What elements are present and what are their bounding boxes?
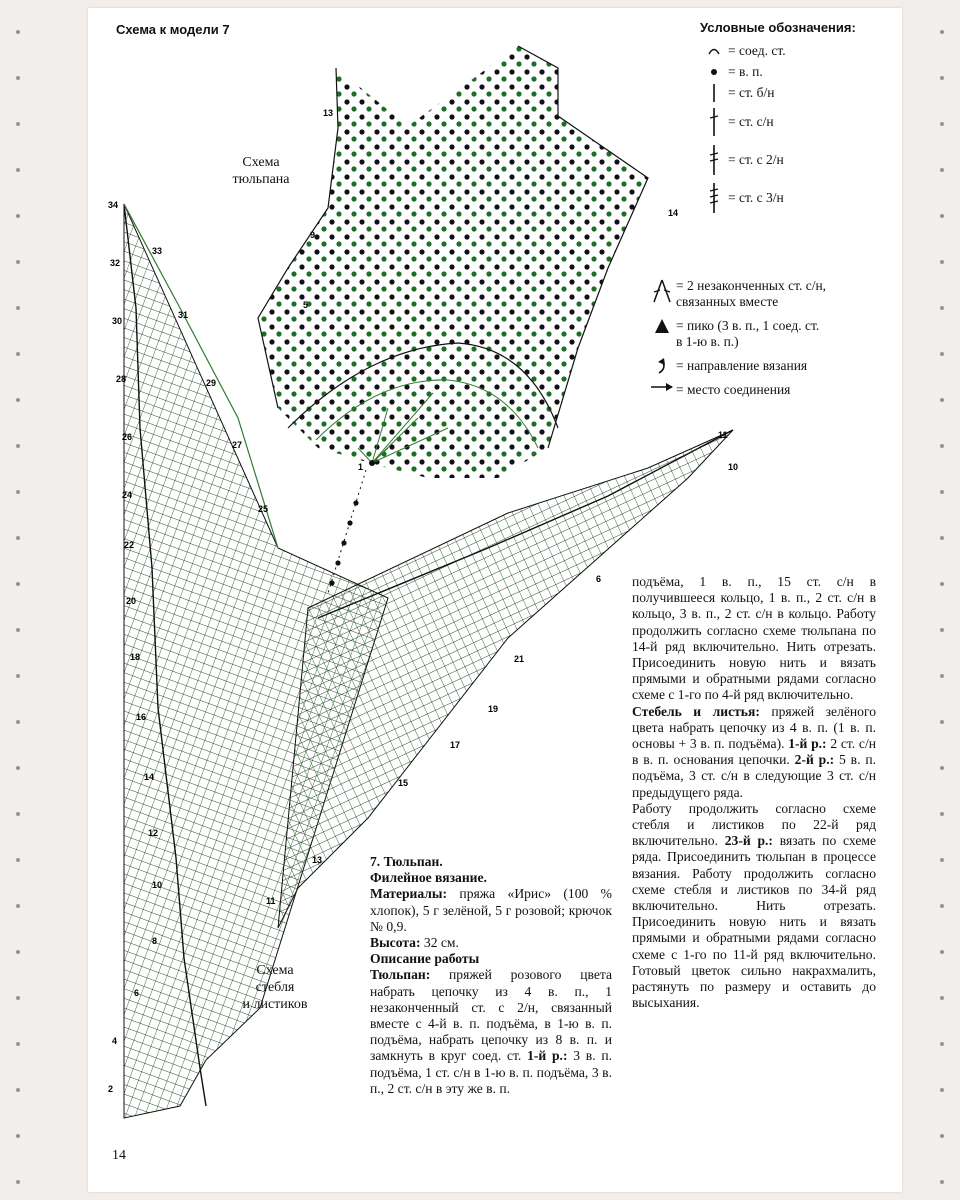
binder-dot <box>16 766 20 770</box>
binder-dot <box>940 720 944 724</box>
row-number: 12 <box>148 828 159 838</box>
row-number: 6 <box>134 988 140 998</box>
section-heading: 7. Тюльпан. <box>370 854 443 869</box>
binder-dot <box>16 30 20 34</box>
binder-dot <box>16 306 20 310</box>
materials-paragraph: Материалы: пряжа «Ирис» (100 % хлопок), 5 г зелёной, 5 г розовой; крючок № 0,9. <box>370 886 612 934</box>
legend-item: = место соединения <box>648 382 898 398</box>
legend-heading: Условные обозначения: <box>700 20 856 35</box>
row-number: 30 <box>112 316 123 326</box>
row-number: 27 <box>232 440 243 450</box>
tulip-continued-paragraph: подъёма, 1 в. п., 15 ст. с/н в получившееся кольцо, 1 в. п., 2 ст. с/н в кольцо, 3 в. п., 2 ст. с/н в кольцо. Работу продолжить согласно схеме тюльпана по 14-й ряд включительно. Нить отрезать. Присоединить новую нить и вязать прямыми и обратными рядами согласно схеме с 1-го по 4-й ряд включительно. <box>632 574 876 703</box>
row-number: 6 <box>596 574 602 584</box>
pattern-text-column-2 <box>632 574 876 1011</box>
binder-dot <box>940 444 944 448</box>
direction-arrow-icon <box>648 358 676 374</box>
row-number: 16 <box>136 712 147 722</box>
binder-dot <box>940 996 944 1000</box>
binder-dot <box>16 536 20 540</box>
binder-dot <box>940 536 944 540</box>
legend-item: = в. п. <box>700 61 900 82</box>
row-number: 33 <box>152 246 163 256</box>
row-number: 29 <box>206 378 217 388</box>
binder-dot <box>16 444 20 448</box>
row-number: 21 <box>514 654 525 664</box>
row-number: 28 <box>116 374 127 384</box>
slip-stitch-icon <box>700 46 728 56</box>
binder-dot <box>16 1134 20 1138</box>
row-number: 18 <box>130 652 141 662</box>
binder-dot <box>16 1042 20 1046</box>
symbol-legend <box>700 20 900 217</box>
binder-dot <box>940 904 944 908</box>
row-number: 8 <box>152 936 158 946</box>
double-treble-icon <box>700 183 728 213</box>
binder-dot <box>940 1088 944 1092</box>
binder-dot <box>16 260 20 264</box>
binder-dot <box>940 812 944 816</box>
join-place-icon <box>648 382 676 392</box>
legend-item: = ст. б/н <box>700 82 900 103</box>
row-number: 14 <box>144 772 155 782</box>
chain-icon <box>700 67 728 77</box>
row-number: 13 <box>323 108 334 118</box>
page-number: 14 <box>112 1148 126 1163</box>
single-crochet-icon <box>700 84 728 102</box>
pattern-text-column-1 <box>370 854 612 1097</box>
row-number: 10 <box>152 880 163 890</box>
binder-dot <box>940 306 944 310</box>
binder-dot <box>940 76 944 80</box>
binder-dot <box>940 674 944 678</box>
binder-dot <box>940 1042 944 1046</box>
binder-dot <box>16 996 20 1000</box>
binder-dot <box>940 260 944 264</box>
legend-item: = соед. ст. <box>700 40 900 61</box>
binder-dot <box>940 122 944 126</box>
binder-dot <box>16 214 20 218</box>
binder-dot <box>940 490 944 494</box>
row-number: 2 <box>108 1084 114 1094</box>
binder-dot <box>16 1088 20 1092</box>
binder-dot <box>16 1180 20 1184</box>
binder-dot <box>940 628 944 632</box>
binder-dot <box>16 858 20 862</box>
binder-dot <box>16 76 20 80</box>
binder-dot <box>16 122 20 126</box>
legend-item: = ст. с 3/н <box>700 179 900 217</box>
row-number: 31 <box>178 310 189 320</box>
legend-item: = ст. с/н <box>700 103 900 141</box>
row-number: 4 <box>112 1036 118 1046</box>
row-number: 19 <box>488 704 499 714</box>
row-number: 9 <box>310 230 316 240</box>
row-number: 22 <box>124 540 135 550</box>
page-title: Схема к модели 7 <box>116 22 230 37</box>
binder-dot <box>940 214 944 218</box>
row-number: 11 <box>266 896 276 906</box>
work-heading: Описание работы <box>370 951 480 967</box>
binder-dot <box>940 766 944 770</box>
row-number: 1 <box>358 462 364 472</box>
row-number: 15 <box>398 778 409 788</box>
legend-item: = 2 незаконченных ст. с/н, связанных вместе <box>648 278 898 310</box>
row-number: 32 <box>110 258 121 268</box>
legend-item: = ст. с 2/н <box>700 141 900 179</box>
binder-dot <box>16 720 20 724</box>
row-number: 10 <box>728 462 739 472</box>
binder-dot <box>16 352 20 356</box>
double-crochet-icon <box>700 108 728 136</box>
row-number: 17 <box>450 740 461 750</box>
height-paragraph: Высота: 32 см. <box>370 935 459 951</box>
legend-item: = направление вязания <box>648 358 898 374</box>
symbol-legend-extra <box>648 278 898 406</box>
document-page <box>88 8 902 1192</box>
binder-dot <box>16 398 20 402</box>
treble-icon <box>700 145 728 175</box>
finishing-paragraph: Работу продолжить согласно схеме стебля и листиков по 22-й ряд включительно. 23-й р.: вязать по схеме ряда. Присоединить тюльпан в процессе вязания. Работу продолжить согласно схеме стебля и листиков по 34-й ряд включительно. Нить отрезать. Присоединить новую нить и вязать прямыми и обратными рядами согласно схеме с 1-го по 11-й ряд включительно. Готовый цветок сильно накрахмалить, растянуть по размеру и оставить до высыхания. <box>632 800 876 1011</box>
binder-dot <box>940 858 944 862</box>
section-subheading: Филейное вязание. <box>370 870 487 886</box>
binder-dot <box>16 628 20 632</box>
binder-dot <box>940 1134 944 1138</box>
binder-dot <box>940 1180 944 1184</box>
binder-dot <box>940 398 944 402</box>
stem-caption: Схема стебля и листиков <box>242 963 308 1012</box>
binder-dot <box>16 168 20 172</box>
legend-item: = пико (3 в. п., 1 соед. ст. в 1-ю в. п.) <box>648 318 898 350</box>
binder-dot <box>16 950 20 954</box>
row-number: 13 <box>312 855 323 865</box>
row-number: 5 <box>303 300 309 310</box>
tulip-paragraph: Тюльпан: пряжей розового цвета набрать цепочку из 4 в. п., 1 незаконченный ст. с 2/н, связанный вместе с 4-й в. п. подъёма, в 1-ю в. п. подъёма, набрать цепочку из 8 в. п. и замкнуть в круг соед. ст. 1-й р.: 3 в. п. подъёма, 1 ст. с/н в 1-ю в. п. подъёма, 3 в. п., 2 ст. с/н в эту же в. п. <box>370 967 613 1096</box>
row-number: 34 <box>108 200 119 210</box>
binder-dot <box>16 904 20 908</box>
binder-dot <box>16 582 20 586</box>
row-number: 20 <box>126 596 137 606</box>
picot-icon <box>648 318 676 334</box>
binder-dot <box>16 674 20 678</box>
binder-dot <box>940 582 944 586</box>
binder-dot <box>940 30 944 34</box>
stem-paragraph: Стебель и листья: пряжей зелёного цвета набрать цепочку из 4 в. п. (1 в. п. основы + 3 в. п. подъёма). 1-й р.: 2 ст. с/н в в. п. основания цепочки. 2-й р.: 5 в. п. подъёма, 3 ст. с/н в следующие 3 ст. с/н предыдущего ряда. <box>632 703 877 800</box>
tulip-caption: Схема тюльпана <box>232 155 290 187</box>
row-number: 25 <box>258 504 269 514</box>
stem-chain <box>328 470 366 593</box>
dc2tog-icon <box>648 278 676 304</box>
row-number: 24 <box>122 490 133 500</box>
binder-dot <box>16 490 20 494</box>
binder-dot <box>940 352 944 356</box>
tulip-chart <box>258 46 648 478</box>
binder-dot <box>940 168 944 172</box>
row-number: 14 <box>668 208 679 218</box>
binder-dots-right <box>932 0 952 1200</box>
binder-dots-left <box>8 0 28 1200</box>
binder-dot <box>940 950 944 954</box>
row-number: 26 <box>122 432 133 442</box>
row-number: 11 <box>718 430 728 440</box>
binder-dot <box>16 812 20 816</box>
